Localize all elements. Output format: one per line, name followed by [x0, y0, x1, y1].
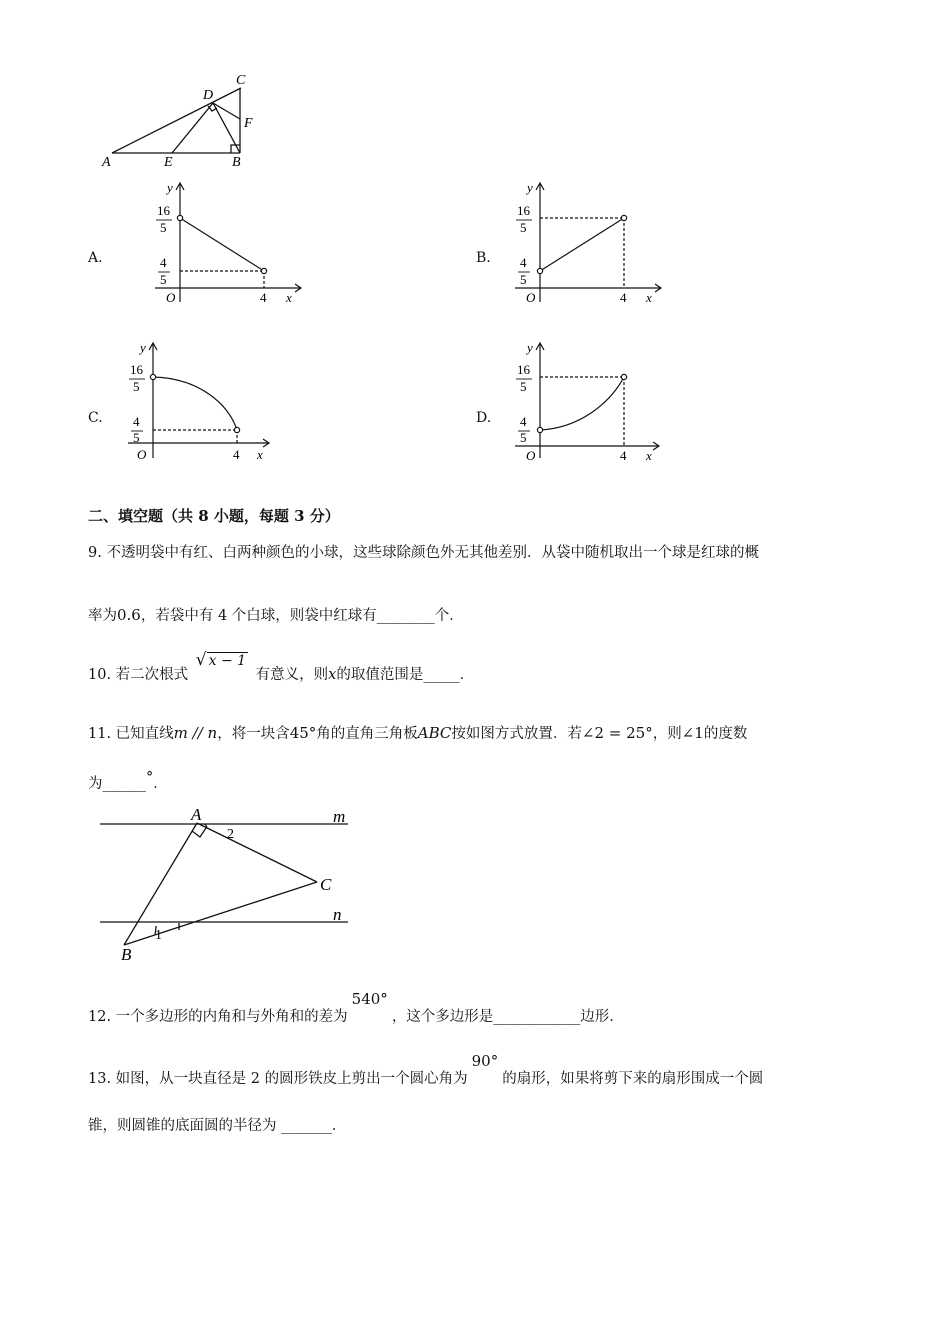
tick-top-num-d: 16: [517, 362, 530, 377]
q11-tri: ABC: [417, 724, 452, 742]
q11-label-m: m: [333, 807, 346, 826]
q9-line2-b: ，若袋中有 4 个白球，则袋中红球有________个．: [140, 608, 464, 624]
tick-top-num-c: 16: [130, 362, 143, 377]
q10-var: x: [328, 667, 337, 683]
q11-label-C: C: [320, 875, 332, 894]
q10-middle: 有意义，则: [255, 667, 329, 683]
tick-bot-den-d: 5: [520, 430, 527, 445]
axis-x-a: x: [286, 290, 292, 305]
x-tick-b: 4: [620, 290, 627, 305]
q11-line2-text: 为______: [88, 776, 146, 792]
q9-line2: [88, 604, 464, 625]
q10-radicand: x − 1: [208, 653, 247, 669]
label-E: E: [164, 155, 173, 170]
origin-b: O: [526, 290, 536, 305]
tick-top-den-c: 5: [133, 379, 140, 394]
tick-bot-den-c: 5: [133, 430, 140, 445]
axis-y-c: y: [140, 340, 146, 355]
q11-prefix: 11. 已知直线: [88, 726, 174, 742]
q11-line2: [88, 772, 168, 793]
option-b-label[interactable]: B.: [476, 250, 491, 266]
q12-prefix: 12. 一个多边形的内角和与外角和的差为: [88, 1009, 348, 1025]
triangle-figure: [95, 70, 265, 172]
q11-middle3: 按如图方式放置．若: [451, 726, 582, 742]
q11-end: ．: [153, 776, 168, 792]
q13-prefix: 13. 如图，从一块直径是 2 的圆形铁皮上剪出一个圆心角为: [88, 1071, 468, 1087]
q11-label-2: 2: [227, 827, 234, 842]
q11-label-1: 1: [155, 928, 162, 943]
q13-suffix: 的扇形，如果将剪下来的扇形围成一个圆: [502, 1071, 764, 1087]
q11-line1: [88, 722, 747, 743]
q11-parallel: m // n: [173, 724, 218, 742]
tick-top-den-b: 5: [520, 220, 527, 235]
q11-label-B: B: [121, 945, 132, 964]
x-tick-c: 4: [233, 447, 240, 462]
tick-top-den-d: 5: [520, 379, 527, 394]
x-tick-d: 4: [620, 448, 627, 463]
q10-suffix: 的取值范围是_____．: [336, 667, 475, 683]
q11-cond: ∠2 = 25°: [581, 724, 653, 742]
tick-bot-num-d: 4: [520, 414, 527, 429]
label-F: F: [244, 116, 253, 131]
label-C: C: [236, 73, 246, 88]
q11-middle2: 角的直角三角板: [316, 726, 418, 742]
q11-label-A: A: [191, 805, 202, 824]
q11-figure: [95, 800, 360, 970]
option-c-graph[interactable]: [123, 338, 283, 468]
section-title: 二、填空题（共 8 小题，每题 3 分）: [88, 507, 340, 525]
q11-angle: 45°: [289, 724, 317, 742]
q13-value: 90°: [471, 1052, 499, 1070]
option-d-label[interactable]: D.: [476, 410, 492, 426]
q13-line1: [88, 1052, 764, 1088]
origin-a: O: [166, 290, 176, 305]
q11-suffix: 的度数: [703, 726, 748, 742]
option-a-graph[interactable]: [150, 178, 310, 308]
q12-suffix: ，这个多边形是____________边形．: [391, 1009, 624, 1025]
q12-line: [88, 990, 624, 1026]
option-c-label[interactable]: C.: [88, 410, 103, 426]
x-tick-a: 4: [260, 290, 267, 305]
q11-ask: ∠1: [681, 724, 704, 742]
tick-top-num-b: 16: [517, 203, 530, 218]
axis-x-c: x: [257, 447, 263, 462]
q10-line: [88, 650, 475, 684]
tick-bot-den-b: 5: [520, 272, 527, 287]
label-D: D: [203, 88, 214, 103]
q11-degree: °: [146, 770, 154, 786]
tick-bot-num-c: 4: [133, 414, 140, 429]
tick-bot-num-b: 4: [520, 255, 527, 270]
axis-x-b: x: [646, 290, 652, 305]
tick-top-den-a: 5: [160, 220, 167, 235]
label-B: B: [232, 155, 241, 170]
label-A: A: [102, 155, 111, 170]
axis-y-d: y: [527, 340, 533, 355]
option-d-graph[interactable]: [510, 338, 670, 468]
tick-bot-num-a: 4: [160, 255, 167, 270]
q10-sqrt: [196, 650, 248, 670]
q9-line1: 9. 不透明袋中有红、白两种颜色的小球，这些球除颜色外无其他差别．从袋中随机取出一个球是红球的概: [88, 545, 759, 561]
tick-top-num-a: 16: [157, 203, 170, 218]
q11-middle4: ，则: [652, 726, 682, 742]
q10-prefix: 10. 若二次根式: [88, 667, 189, 683]
axis-y-a: y: [167, 180, 173, 195]
q12-value: 540°: [351, 990, 388, 1008]
axis-y-b: y: [527, 180, 533, 195]
q9-value: 0.6: [117, 606, 141, 624]
option-a-label[interactable]: A.: [88, 250, 103, 266]
axis-x-d: x: [646, 448, 652, 463]
q11-middle1: ，将一块含: [217, 726, 290, 742]
origin-d: O: [526, 448, 536, 463]
q9-line2-a: 率为: [88, 608, 117, 624]
option-b-graph[interactable]: [510, 178, 670, 308]
q11-label-n: n: [333, 905, 342, 924]
origin-c: O: [137, 447, 147, 462]
q13-line2: 锥，则圆锥的底面圆的半径为 _______．: [88, 1118, 347, 1134]
tick-bot-den-a: 5: [160, 272, 167, 287]
sqrt-icon: √: [195, 650, 207, 670]
